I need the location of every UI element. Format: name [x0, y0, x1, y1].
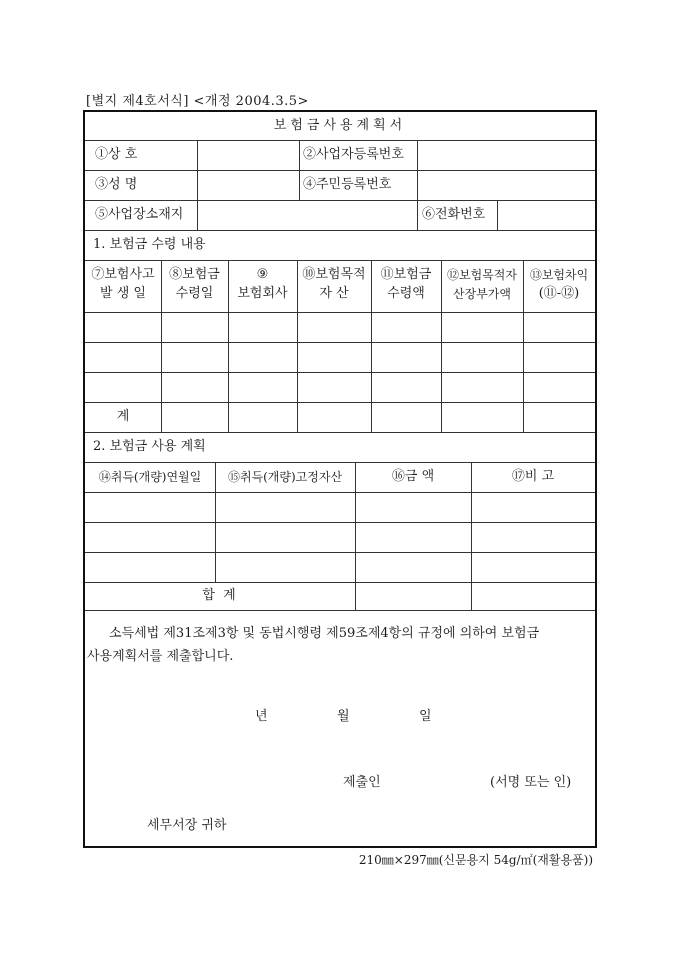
name-label: ③성 명	[95, 177, 138, 192]
col-accident-date-line2: 발 생 일	[100, 286, 146, 301]
address-field[interactable]	[198, 201, 416, 229]
section2-title: 2. 보험금 사용 계획	[93, 439, 206, 454]
col-insurance-gain-line2: (⑪-⑫)	[538, 286, 580, 301]
declaration-line2: 사용계획서를 제출합니다.	[87, 649, 234, 664]
signature-label: (서명 또는 인)	[490, 775, 572, 790]
section2-total-label: 합 계	[202, 588, 238, 603]
col-insurance-gain-line1: ⑬보험차익	[529, 268, 589, 282]
insurance-use-plan-form	[83, 110, 597, 848]
col-book-value-line2: 산장부가액	[453, 287, 511, 301]
business-reg-no-label: ②사업자등록번호	[303, 147, 404, 162]
col-insurer-line2: 보험회사	[237, 286, 288, 301]
col-received-amount-line1: ⑪보험금	[380, 267, 432, 282]
business-reg-no-field[interactable]	[418, 141, 595, 169]
name-field[interactable]	[198, 171, 298, 199]
col-accident-date-line1: ⑦보험사고	[91, 267, 155, 282]
col-insurer-line1: ⑨	[256, 267, 269, 282]
col-received-amount-line2: 수령액	[387, 286, 425, 301]
col-receipt-date-line2: 수령일	[175, 286, 214, 301]
resident-no-field[interactable]	[418, 171, 595, 199]
col-book-value-line1: ⑫보험목적자	[447, 268, 517, 282]
col-receipt-date-line1: ⑧보험금	[169, 267, 220, 282]
declaration-line1: 소득세법 제31조제3항 및 동법시행령 제59조제4항의 규정에 의하여 보험금	[109, 626, 540, 641]
address-label: ⑤사업장소재지	[95, 207, 184, 222]
col-remarks: ⑰비 고	[511, 469, 555, 484]
resident-no-label: ④주민등록번호	[303, 177, 392, 192]
date-day-label: 일	[419, 709, 432, 724]
paper-spec: 210㎜×297㎜(신문용지 54g/㎡(재활용품))	[358, 853, 593, 867]
col-acquisition-date: ⑭취득(개량)연월일	[98, 470, 202, 484]
section1-total-label: 계	[116, 409, 130, 424]
phone-label: ⑥전화번호	[422, 207, 486, 222]
form-number-note: [별지 제4호서식] <개정 2004.3.5>	[86, 94, 309, 109]
addressee: 세무서장 귀하	[147, 818, 227, 833]
date-year-label: 년	[255, 709, 268, 724]
submitter-label: 제출인	[343, 775, 381, 790]
business-name-label: ①상 호	[95, 147, 138, 162]
section1-title: 1. 보험금 수령 내용	[93, 237, 206, 252]
col-fixed-asset: ⑮취득(개량)고정자산	[227, 470, 343, 484]
col-amount: ⑯금 액	[391, 469, 435, 484]
business-name-field[interactable]	[198, 141, 298, 169]
phone-field[interactable]	[498, 201, 595, 229]
col-insured-asset-line1: ⑩보험목적	[302, 267, 366, 282]
col-insured-asset-line2: 자 산	[319, 286, 349, 301]
form-title: 보험금사용계획서	[273, 118, 407, 133]
date-month-label: 월	[337, 709, 350, 724]
